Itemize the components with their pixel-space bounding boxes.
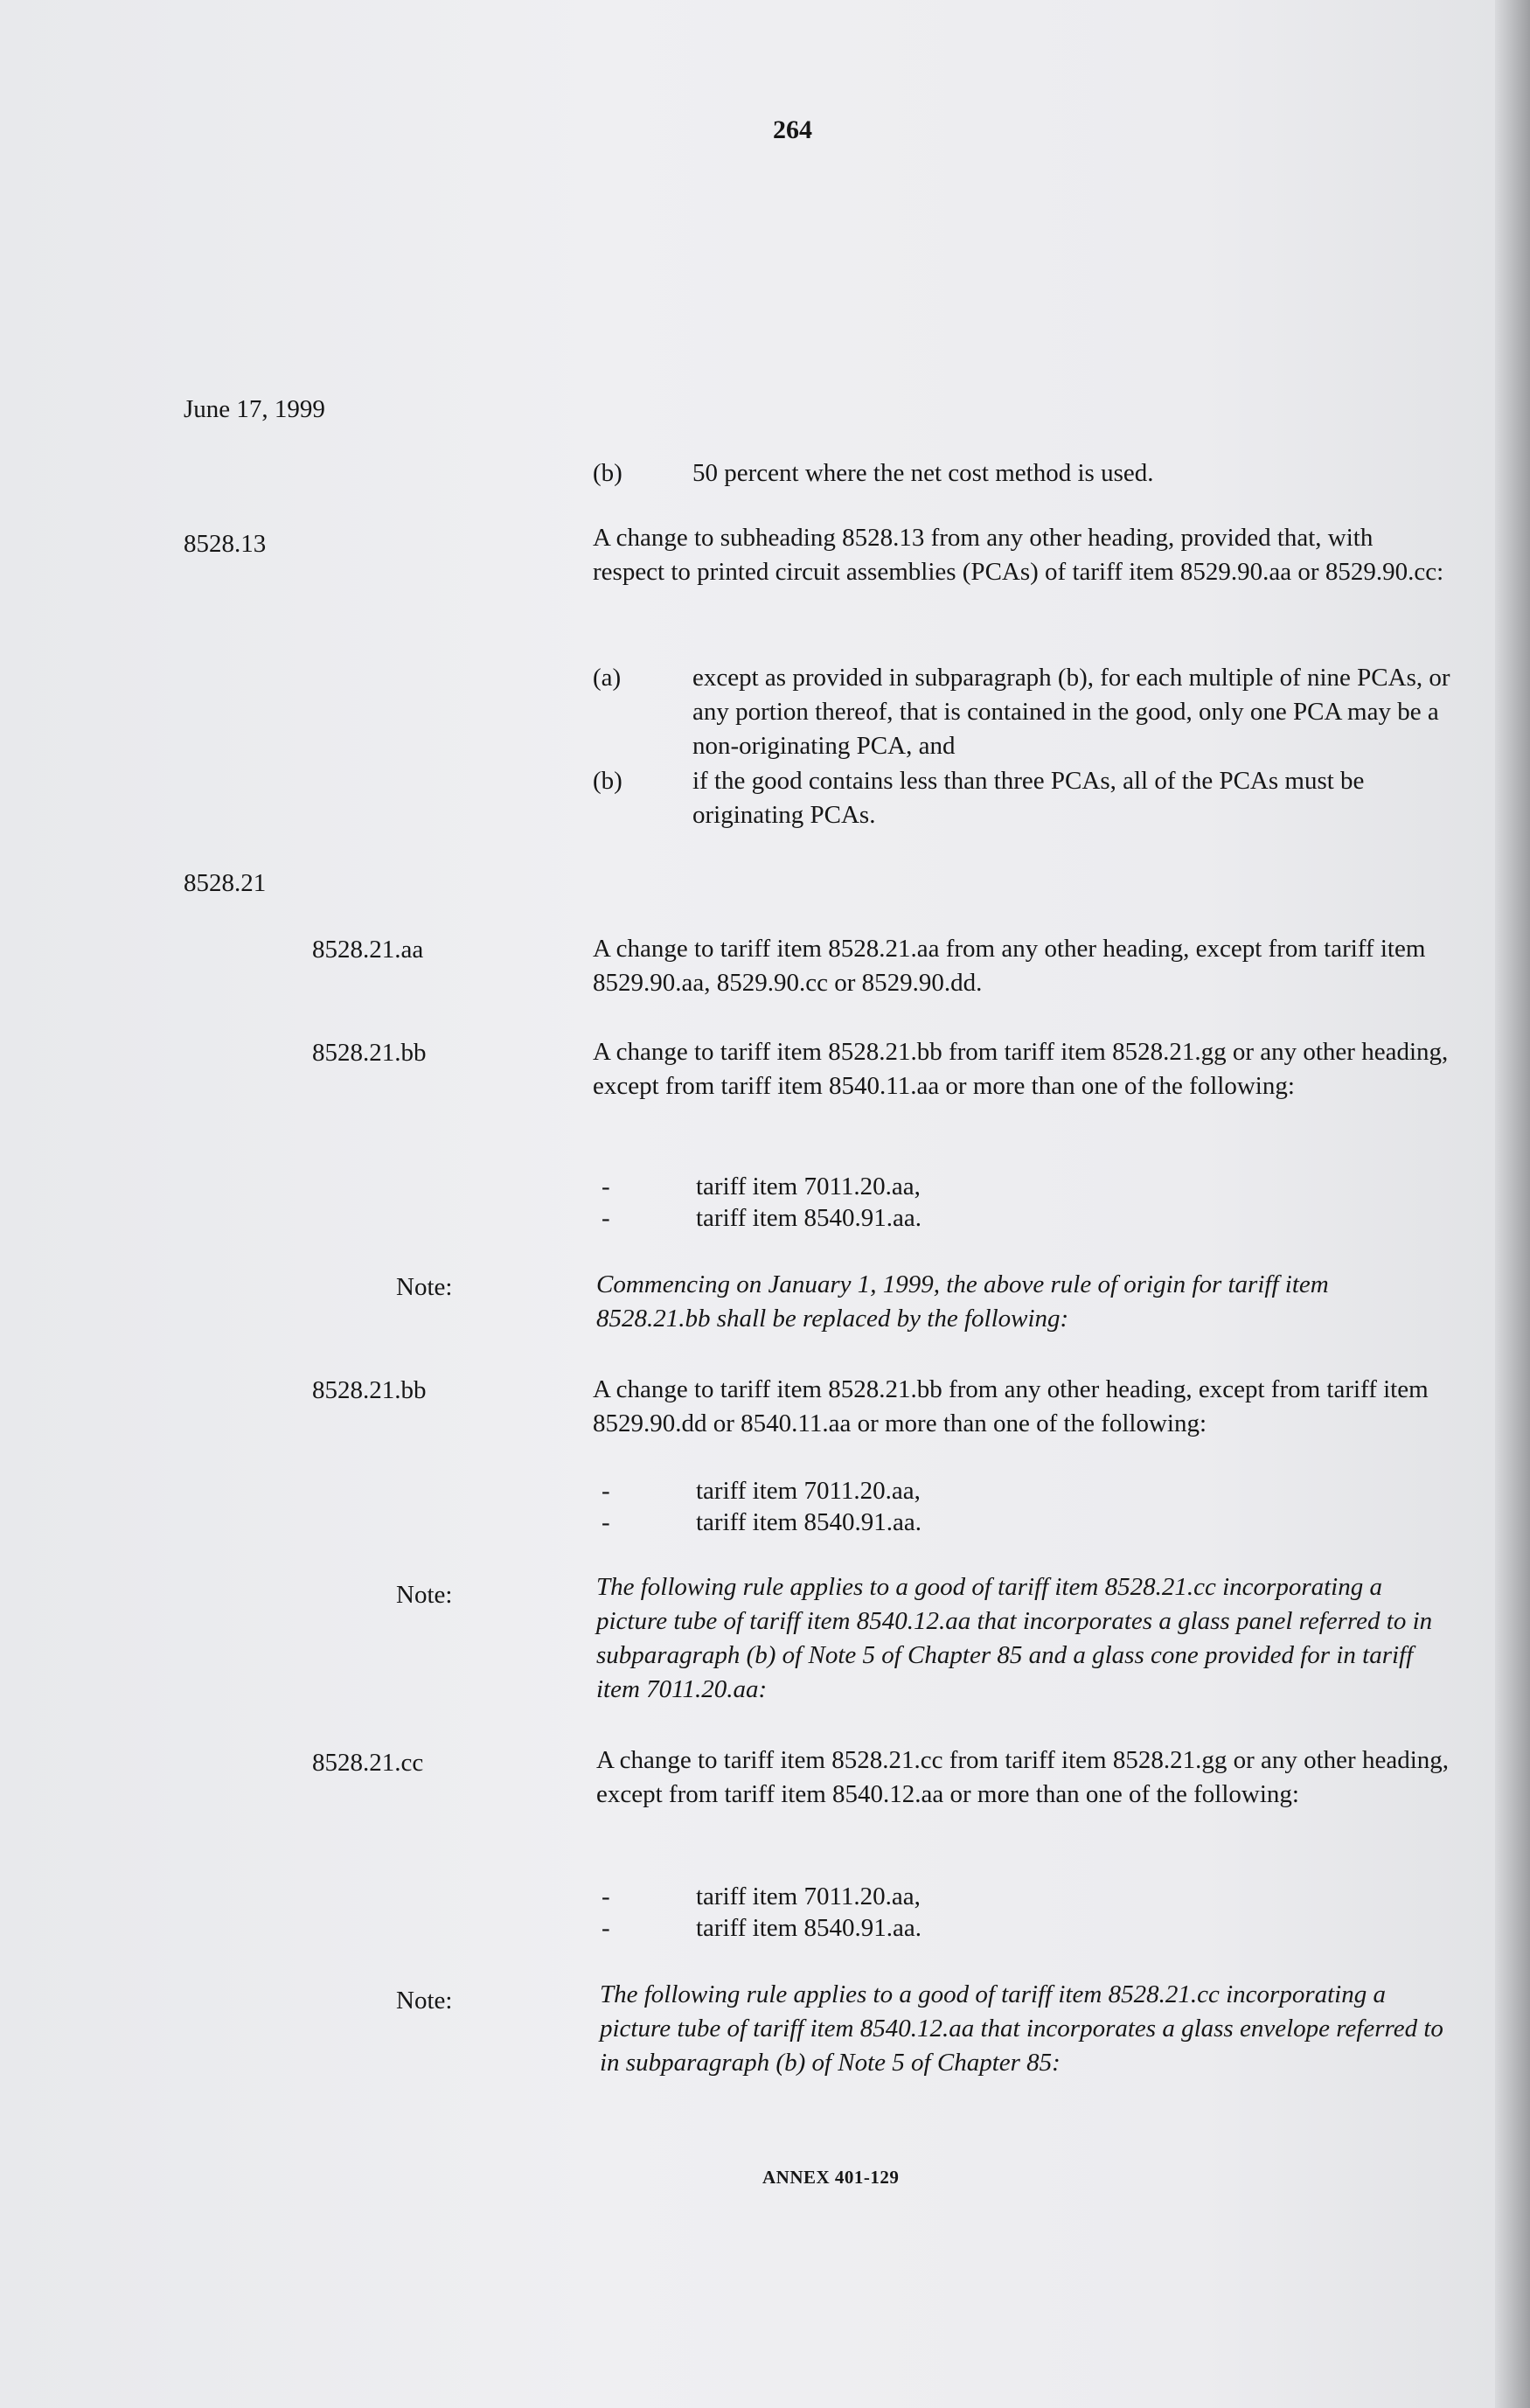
bullet-dash: -: [602, 1508, 610, 1536]
bullet-dash: -: [602, 1204, 610, 1232]
note-2-text: The following rule applies to a good of tariff item 8528.21.cc incorporating a picture tube of tariff item 8540.12.aa that incorporates a glass panel referred to in subparagraph (b) of Note 5 of Chapter 85 and a glass cone provided for in tariff item 7011.20.aa:: [596, 1573, 1433, 1703]
bullet-dash: -: [602, 1477, 610, 1505]
bullet-item: tariff item 8540.91.aa.: [696, 1914, 921, 1942]
code-8528-13: 8528.13: [184, 530, 267, 558]
bullet-dash: -: [602, 1914, 610, 1942]
bullet-item: tariff item 7011.20.aa,: [696, 1883, 921, 1910]
rule-8528-13-sub-a-label: (a): [593, 664, 622, 692]
code-8528-21-cc: 8528.21.cc: [312, 1749, 424, 1777]
bullet-item: tariff item 8540.91.aa.: [696, 1204, 921, 1232]
rule-8528-13: A change to subheading 8528.13 from any other heading, provided that, with respect to printed circuit assemblies (PCAs) of tariff item 8529.90.aa or 8529.90.cc:: [593, 524, 1444, 586]
rule-8528-21-bb: A change to tariff item 8528.21.bb from tariff item 8528.21.gg or any other heading, except from tariff item 8540.11.aa or more than one of the following:: [593, 1038, 1449, 1100]
document-date: June 17, 1999: [184, 395, 325, 423]
note-label: Note:: [396, 1581, 453, 1609]
item-b-label: (b): [593, 459, 622, 487]
note-label: Note:: [396, 1987, 453, 2015]
footer-annex: ANNEX 401-129: [762, 2167, 900, 2188]
bullet-item: tariff item 8540.91.aa.: [696, 1508, 921, 1536]
bullet-dash: -: [602, 1883, 610, 1910]
item-b-text: 50 percent where the net cost method is used.: [692, 459, 1154, 487]
code-8528-21-bb: 8528.21.bb: [312, 1039, 427, 1067]
bullet-item: tariff item 7011.20.aa,: [696, 1477, 921, 1505]
rule-8528-13-sub-b-label: (b): [593, 767, 622, 795]
rule-8528-13-sub-a-text: except as provided in subparagraph (b), for each multiple of nine PCAs, or any portion thereof, that is contained in the good, only one PCA may be a non-originating PCA, and: [692, 664, 1450, 760]
bullet-item: tariff item 7011.20.aa,: [696, 1173, 921, 1201]
binding-gutter: [1495, 0, 1530, 2408]
rule-8528-21-cc: A change to tariff item 8528.21.cc from tariff item 8528.21.gg or any other heading, except from tariff item 8540.12.aa or more than one of the following:: [596, 1746, 1449, 1808]
bullet-dash: -: [602, 1173, 610, 1201]
code-8528-21: 8528.21: [184, 869, 267, 897]
note-1-text: Commencing on January 1, 1999, the above rule of origin for tariff item 8528.21.bb shall be replaced by the following:: [596, 1270, 1329, 1333]
rule-8528-21-aa: A change to tariff item 8528.21.aa from any other heading, except from tariff item 8529.90.aa, 8529.90.cc or 8529.90.dd.: [593, 935, 1426, 997]
rule-8528-13-sub-b-text: if the good contains less than three PCAs, all of the PCAs must be originating PCAs.: [692, 767, 1365, 829]
code-8528-21-bb-replacement: 8528.21.bb: [312, 1376, 427, 1404]
note-label: Note:: [396, 1273, 453, 1301]
code-8528-21-aa: 8528.21.aa: [312, 936, 424, 964]
note-3-text: The following rule applies to a good of tariff item 8528.21.cc incorporating a picture tube of tariff item 8540.12.aa that incorporates a glass envelope referred to in subparagraph (b) of Note 5 of Chapter 85:: [600, 1980, 1443, 2077]
rule-8528-21-bb-replacement: A change to tariff item 8528.21.bb from any other heading, except from tariff item 8529.90.dd or 8540.11.aa or more than one of the following:: [593, 1375, 1429, 1437]
page-number: 264: [773, 115, 812, 144]
